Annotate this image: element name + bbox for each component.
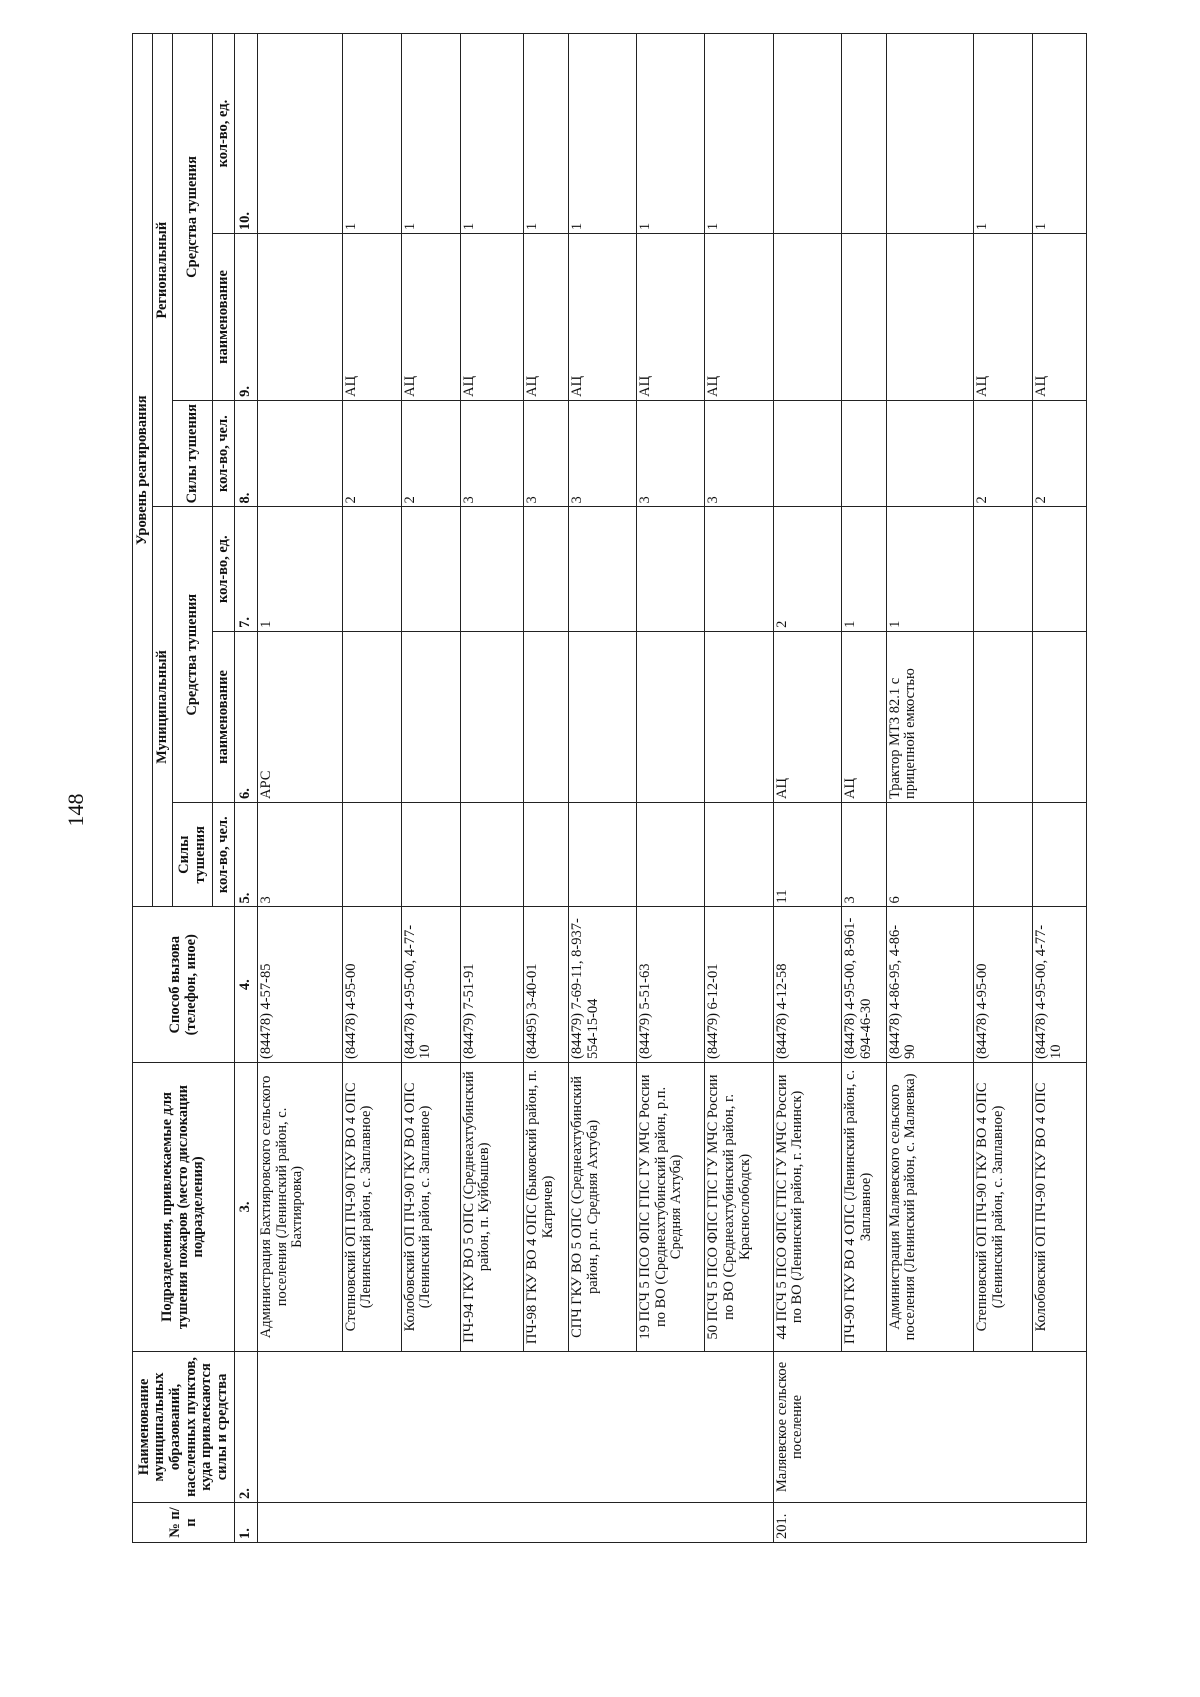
municipal-forces: 11 (773, 803, 841, 907)
municipality-name (1032, 1351, 1086, 1502)
regional-means-qty (842, 34, 887, 234)
header-municipality: Наименование муниципальных образований, населенных пунктов, куда привлекаются силы и средства (133, 1351, 235, 1502)
regional-means-name: АЦ (637, 234, 705, 401)
table-row (842, 34, 887, 1543)
regional-means-qty: 1 (401, 34, 460, 234)
regional-means-name: АЦ (568, 234, 636, 401)
municipal-forces: 3 (258, 803, 343, 907)
regional-forces (886, 400, 973, 507)
regional-means-qty: 1 (973, 34, 1032, 234)
municipality-name (258, 1351, 343, 1502)
municipality-name (973, 1351, 1032, 1502)
municipal-means-qty (524, 507, 569, 631)
regional-forces: 3 (460, 400, 524, 507)
municipal-forces (460, 803, 524, 907)
row-number (842, 1503, 887, 1543)
table-row (886, 34, 973, 1543)
municipal-means-name (342, 631, 401, 802)
municipality-name (637, 1351, 705, 1502)
municipal-forces (342, 803, 401, 907)
municipal-forces (637, 803, 705, 907)
regional-forces: 2 (1032, 400, 1086, 507)
header-r-forces: Силы тушения (173, 400, 213, 507)
municipal-means-qty (401, 507, 460, 631)
regional-means-name (773, 234, 841, 401)
header-r-means: Средства тушения (173, 34, 213, 401)
row-number (1032, 1503, 1086, 1543)
col-number: 1. (235, 1503, 258, 1543)
unit-name: Степновский ОП ПЧ-90 ГКУ ВО 4 ОПС (Ленинский район, с. Заплавное) (973, 1063, 1032, 1352)
row-number: 201. (773, 1503, 841, 1543)
table-row (524, 34, 569, 1543)
municipality-name (705, 1351, 773, 1502)
regional-means-qty: 1 (1032, 34, 1086, 234)
row-number (401, 1503, 460, 1543)
municipality-name (568, 1351, 636, 1502)
col-number: 9. (235, 234, 258, 401)
municipal-forces (401, 803, 460, 907)
regional-means-name: АЦ (401, 234, 460, 401)
header-r-name: наименование (213, 234, 235, 401)
municipality-name (842, 1351, 887, 1502)
call-phone: (84479) 5-51-63 (637, 907, 705, 1063)
unit-name: 50 ПСЧ 5 ПСО ФПС ГПС ГУ МЧС России по ВО (Среднеахтубинский район, г. Краснослободск) (705, 1063, 773, 1352)
table-row (973, 34, 1032, 1543)
regional-means-name: АЦ (460, 234, 524, 401)
municipal-forces (705, 803, 773, 907)
regional-means-name: АЦ (342, 234, 401, 401)
municipal-forces: 3 (842, 803, 887, 907)
municipal-forces (973, 803, 1032, 907)
call-phone: (84478) 4-95-00 (342, 907, 401, 1063)
municipal-means-qty (342, 507, 401, 631)
table-row (773, 34, 841, 1543)
response-table (132, 33, 1087, 1543)
row-number (637, 1503, 705, 1543)
municipality-name (342, 1351, 401, 1502)
regional-means-qty (258, 34, 343, 234)
regional-means-qty: 1 (705, 34, 773, 234)
table-row (705, 34, 773, 1543)
call-phone: (84478) 4-95-00, 4-77-10 (1032, 907, 1086, 1063)
municipal-means-qty (460, 507, 524, 631)
municipal-means-name (524, 631, 569, 802)
col-number: 6. (235, 631, 258, 802)
unit-name: Администрация Маляевского сельского поселения (Ленинский район, с. Маляевка) (886, 1063, 973, 1352)
municipality-name (524, 1351, 569, 1502)
regional-means-qty: 1 (568, 34, 636, 234)
regional-means-qty: 1 (524, 34, 569, 234)
table-row (1032, 34, 1086, 1543)
col-number: 8. (235, 400, 258, 507)
regional-forces: 3 (637, 400, 705, 507)
regional-means-name: АЦ (1032, 234, 1086, 401)
row-number (973, 1503, 1032, 1543)
call-phone: (84495) 3-40-01 (524, 907, 569, 1063)
unit-name: ПЧ-90 ГКУ ВО 4 ОПС (Ленинский район, с. Заплавное) (842, 1063, 887, 1352)
municipal-means-qty (705, 507, 773, 631)
col-number: 5. (235, 803, 258, 907)
regional-forces: 2 (342, 400, 401, 507)
municipal-forces (568, 803, 636, 907)
municipal-forces: 6 (886, 803, 973, 907)
municipal-means-name (401, 631, 460, 802)
header-m-qty-units: кол-во, ед. (213, 507, 235, 631)
regional-means-name: АЦ (705, 234, 773, 401)
header-m-name: наименование (213, 631, 235, 802)
regional-forces (258, 400, 343, 507)
municipal-means-qty (637, 507, 705, 631)
unit-name: Степновский ОП ПЧ-90 ГКУ ВО 4 ОПС (Ленинский район, с. Заплавное) (342, 1063, 401, 1352)
row-number (460, 1503, 524, 1543)
unit-name: Колобовский ОП ПЧ-90 ГКУ ВО 4 ОПС (1032, 1063, 1086, 1352)
regional-forces: 2 (973, 400, 1032, 507)
unit-name: СПЧ ГКУ ВО 5 ОПС (Среднеахтубинский район, р.п. Средняя Ахтуба) (568, 1063, 636, 1352)
row-number (524, 1503, 569, 1543)
municipal-means-name (637, 631, 705, 802)
regional-forces: 3 (524, 400, 569, 507)
unit-name: Колобовский ОП ПЧ-90 ГКУ ВО 4 ОПС (Ленинский район, с. Заплавное) (401, 1063, 460, 1352)
regional-means-qty (886, 34, 973, 234)
col-number: 2. (235, 1351, 258, 1502)
header-m-qty-people: кол-во, чел. (213, 803, 235, 907)
municipal-means-name (705, 631, 773, 802)
row-number (705, 1503, 773, 1543)
regional-means-name (258, 234, 343, 401)
table-row (637, 34, 705, 1543)
municipal-means-qty (973, 507, 1032, 631)
row-number (342, 1503, 401, 1543)
call-phone: (84478) 4-86-95, 4-86-90 (886, 907, 973, 1063)
header-m-forces: Силы тушения (173, 803, 213, 907)
municipal-forces (524, 803, 569, 907)
regional-means-qty: 1 (637, 34, 705, 234)
header-regional: Региональный (153, 34, 173, 507)
row-number (568, 1503, 636, 1543)
municipal-means-name (568, 631, 636, 802)
municipal-means-qty: 2 (773, 507, 841, 631)
regional-means-qty (773, 34, 841, 234)
municipal-means-qty (1032, 507, 1086, 631)
table-row (258, 34, 343, 1543)
call-phone: (84479) 6-12-01 (705, 907, 773, 1063)
municipal-means-name (973, 631, 1032, 802)
regional-means-name (842, 234, 887, 401)
table-row (342, 34, 401, 1543)
header-r-qty-units: кол-во, ед. (213, 34, 235, 234)
unit-name: Администрация Бахтияровского сельского поселения (Ленинский район, с. Бахтияровка) (258, 1063, 343, 1352)
regional-forces (773, 400, 841, 507)
header-units: Подразделения, привлекаемые для тушения пожаров (место дислокации подразделения) (133, 1063, 235, 1352)
col-number: 7. (235, 507, 258, 631)
call-phone: (84479) 7-51-91 (460, 907, 524, 1063)
call-phone: (84478) 4-95-00, 8-961-694-46-30 (842, 907, 887, 1063)
call-phone: (84478) 4-95-00, 4-77-10 (401, 907, 460, 1063)
call-phone: (84478) 4-57-85 (258, 907, 343, 1063)
regional-forces: 3 (568, 400, 636, 507)
col-number: 4. (235, 907, 258, 1063)
call-phone: (84478) 4-95-00 (973, 907, 1032, 1063)
regional-forces: 2 (401, 400, 460, 507)
municipality-name (460, 1351, 524, 1502)
regional-means-qty: 1 (460, 34, 524, 234)
header-call-method: Способ вызова (телефон, иное) (133, 907, 235, 1063)
header-num: № п/п (133, 1503, 235, 1543)
table-row (460, 34, 524, 1543)
unit-name: ПЧ-94 ГКУ ВО 5 ОПС (Среднеахтубинский район, п. Куйбышев) (460, 1063, 524, 1352)
municipal-means-name (460, 631, 524, 802)
rotated-table-container (132, 33, 1087, 1543)
page-number: 148 (63, 793, 88, 827)
header-m-means: Средства тушения (173, 507, 213, 803)
unit-name: ПЧ-98 ГКУ ВО 4 ОПС (Быковский район, п. Катричев) (524, 1063, 569, 1352)
table-body (258, 34, 1087, 1543)
header-r-qty-people: кол-во, чел. (213, 400, 235, 507)
regional-means-name: АЦ (973, 234, 1032, 401)
municipality-name (886, 1351, 973, 1502)
row-number (258, 1503, 343, 1543)
table-row (401, 34, 460, 1543)
regional-means-name (886, 234, 973, 401)
regional-means-qty: 1 (342, 34, 401, 234)
municipal-means-name (1032, 631, 1086, 802)
unit-name: 44 ПСЧ 5 ПСО ФПС ГПС ГУ МЧС России по ВО (Ленинский район, г. Ленинск) (773, 1063, 841, 1352)
table-row (568, 34, 636, 1543)
header-municipal: Муниципальный (153, 507, 173, 907)
municipal-means-name: АЦ (842, 631, 887, 802)
unit-name: 19 ПСЧ 5 ПСО ФПС ГПС ГУ МЧС России по ВО (Среднеахтубинский район, р.п. Средняя Ахтуба) (637, 1063, 705, 1352)
municipality-name (401, 1351, 460, 1502)
municipal-forces (1032, 803, 1086, 907)
call-phone: (84478) 4-12-58 (773, 907, 841, 1063)
regional-means-name: АЦ (524, 234, 569, 401)
municipal-means-name: АРС (258, 631, 343, 802)
municipal-means-qty (568, 507, 636, 631)
col-number: 10. (235, 34, 258, 234)
call-phone: (84479) 7-69-11, 8-937-554-15-04 (568, 907, 636, 1063)
column-number-row (235, 34, 258, 1543)
regional-forces: 3 (705, 400, 773, 507)
col-number: 3. (235, 1063, 258, 1352)
row-number (886, 1503, 973, 1543)
municipal-means-qty: 1 (842, 507, 887, 631)
municipal-means-qty: 1 (258, 507, 343, 631)
municipal-means-name: Трактор МТЗ 82.1 с прицепной емкостью (886, 631, 973, 802)
municipality-name: Маляевское сельское поселение (773, 1351, 841, 1502)
header-response-level: Уровень реагирования (133, 34, 153, 907)
municipal-means-name: АЦ (773, 631, 841, 802)
municipal-means-qty: 1 (886, 507, 973, 631)
regional-forces (842, 400, 887, 507)
